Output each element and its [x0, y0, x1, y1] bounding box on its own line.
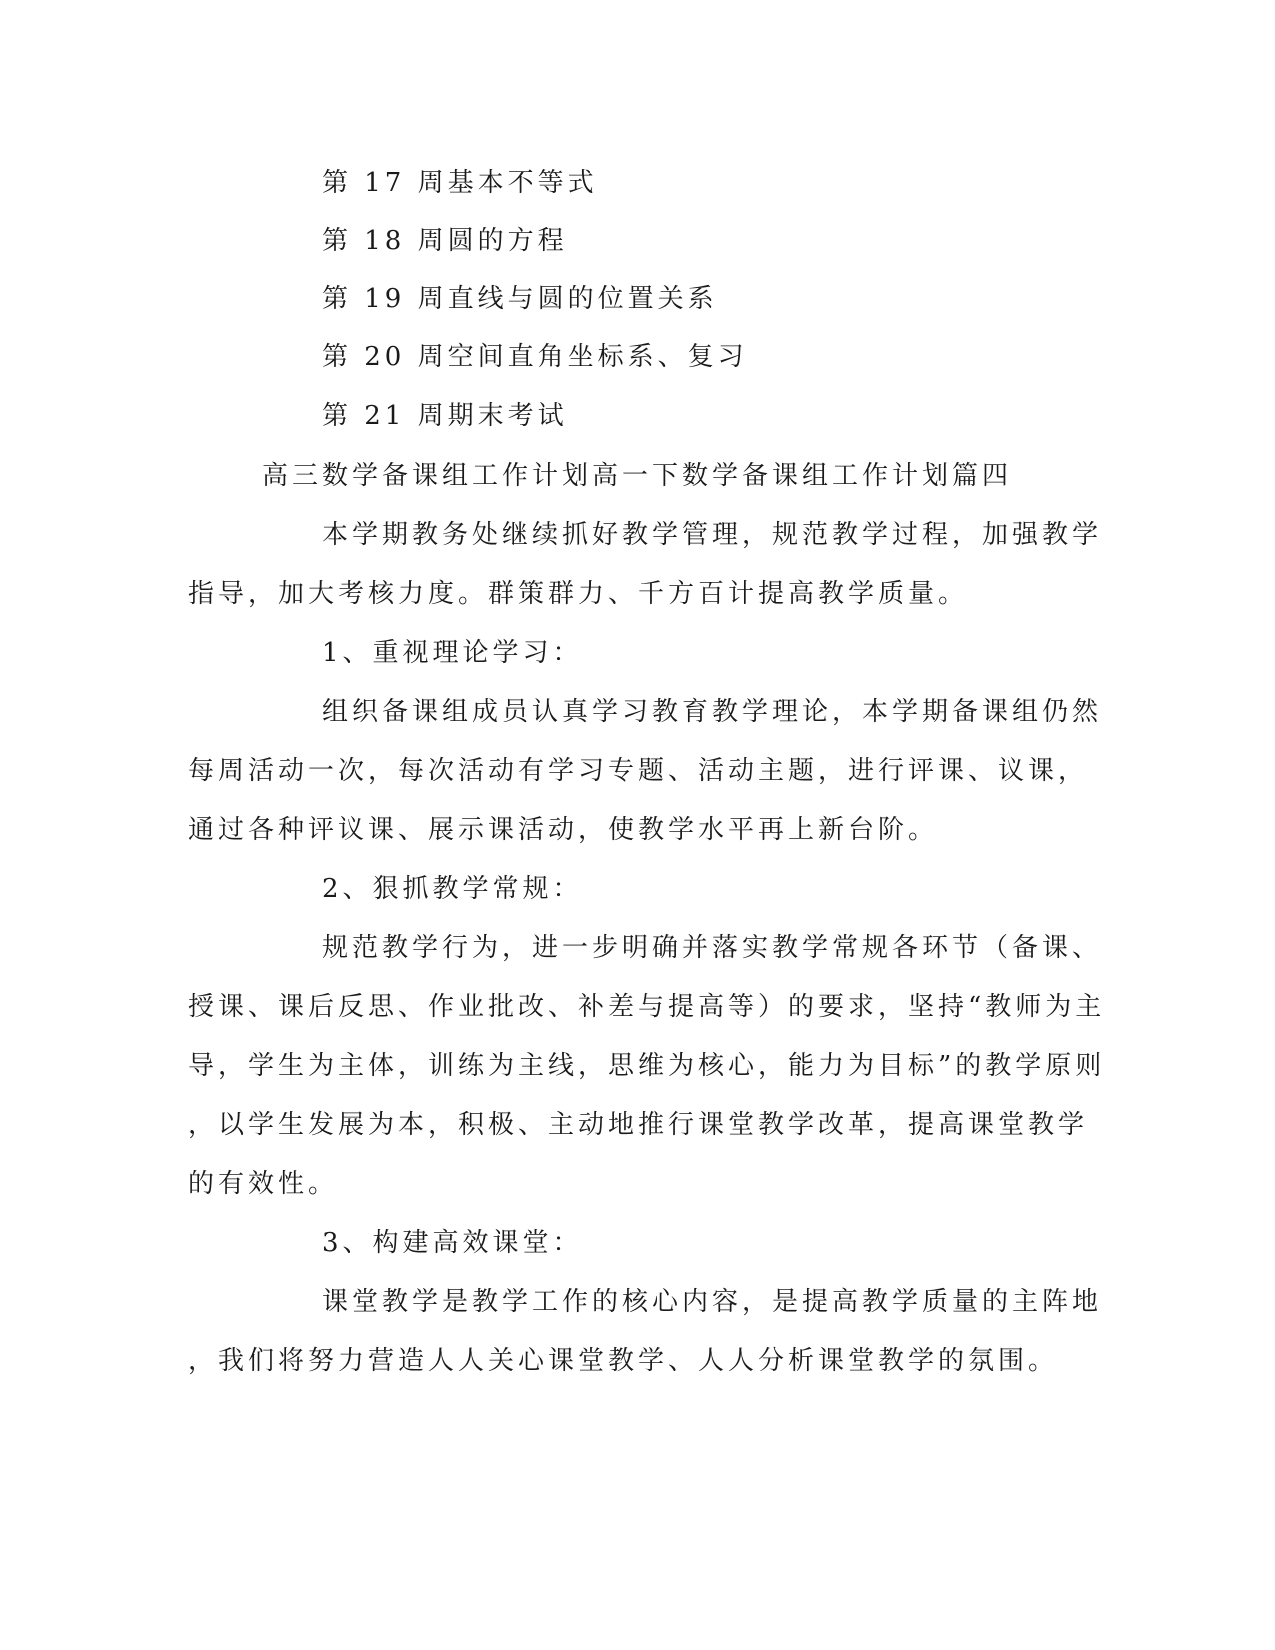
item2-line-3: 导，学生为主体，训练为主线，思维为核心，能力为目标”的教学原则	[188, 1051, 1106, 1081]
item2-heading: 2、狠抓教学常规：	[322, 874, 583, 904]
schedule-week-19: 第 19 周直线与圆的位置关系	[322, 284, 718, 314]
section-title: 高三数学备课组工作计划高一下数学备课组工作计划篇四	[262, 461, 1013, 491]
item1-line-2: 每周活动一次，每次活动有学习专题、活动主题，进行评课、议课，	[188, 756, 1089, 786]
item1-heading: 1、重视理论学习：	[322, 638, 583, 668]
schedule-week-18: 第 18 周圆的方程	[322, 226, 568, 256]
intro-line-1: 本学期教务处继续抓好教学管理，规范教学过程，加强教学	[322, 520, 1103, 550]
item1-line-1: 组织备课组成员认真学习教育教学理论，本学期备课组仍然	[322, 697, 1103, 727]
item3-line-2: ，我们将努力营造人人关心课堂教学、人人分析课堂教学的氛围。	[188, 1346, 1059, 1376]
item1-line-3: 通过各种评议课、展示课活动，使教学水平再上新台阶。	[188, 815, 939, 845]
schedule-week-20: 第 20 周空间直角坐标系、复习	[322, 342, 748, 372]
item3-heading: 3、构建高效课堂：	[322, 1228, 583, 1258]
item2-line-2: 授课、课后反思、作业批改、补差与提高等）的要求，坚持“教师为主	[188, 992, 1106, 1022]
schedule-week-17: 第 17 周基本不等式	[322, 168, 598, 198]
schedule-week-21: 第 21 周期末考试	[322, 401, 568, 431]
item2-line-5: 的有效性。	[188, 1169, 339, 1199]
item2-line-1: 规范教学行为，进一步明确并落实教学常规各环节（备课、	[322, 933, 1103, 963]
intro-line-2: 指导，加大考核力度。群策群力、千方百计提高教学质量。	[188, 579, 969, 609]
item3-line-1: 课堂教学是教学工作的核心内容，是提高教学质量的主阵地	[322, 1287, 1103, 1317]
item2-line-4: ，以学生发展为本，积极、主动地推行课堂教学改革，提高课堂教学	[188, 1110, 1089, 1140]
